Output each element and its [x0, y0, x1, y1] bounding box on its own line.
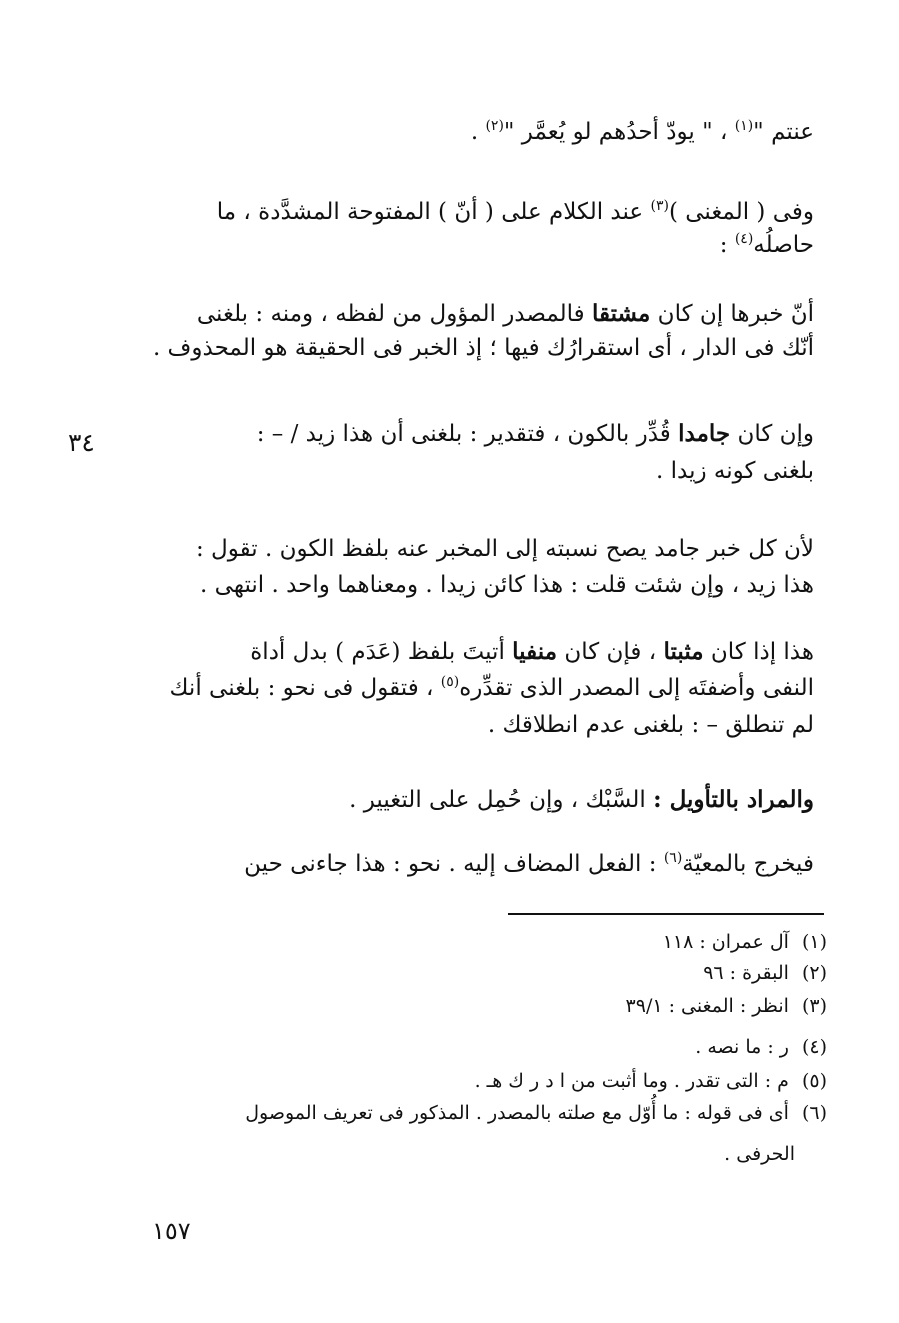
text-line-3 — [124, 229, 814, 261]
text-run: أنّك فى الدار ، أى استقرارُك فيها ؛ إذ الخبر فى الحقيقة هو المحذوف . — [152, 335, 814, 361]
footnote-5 — [117, 1067, 827, 1095]
text-run: حاصلُه — [753, 232, 814, 258]
footnote-number: (٤) — [801, 1036, 827, 1058]
text-run: فيخرج بالمعيّة — [682, 851, 814, 877]
text-run: وفى ( المغنى ) — [668, 199, 814, 225]
text-run: أنّ خبرها إن كان — [657, 301, 814, 327]
footnote-text: انظر : المغنى : ٣٩/١ — [625, 995, 789, 1017]
text-run: فالمصدر المؤول من لفظه ، ومنه : بلغنى — [196, 301, 585, 327]
text-line-10 — [124, 636, 814, 668]
footnote-number: (١) — [801, 931, 827, 953]
text-run: . — [470, 119, 479, 145]
text-run: ، فإن كان — [564, 639, 657, 665]
bold-term: جامدا — [678, 420, 731, 447]
quote-mark: " — [753, 119, 764, 145]
text-line-12 — [124, 709, 814, 741]
text-line-4 — [124, 298, 814, 330]
text-line-8 — [124, 533, 814, 565]
text-run: لأن كل خبر جامد يصح نسبته إلى المخبر عنه بلفظ الكون . تقول : — [196, 536, 814, 562]
text-run: السَّبْك ، وإن حُمِل على التغيير . — [349, 787, 646, 813]
text-line-13 — [124, 784, 814, 816]
text-run: هذا إذا كان — [710, 639, 814, 665]
text-run: : الفعل المضاف إليه . نحو : هذا جاءنى حين — [244, 851, 657, 877]
text-run: بلغنى كونه زيدا . — [655, 458, 814, 484]
footnote-number: (٢) — [801, 962, 827, 984]
text-line-9 — [124, 569, 814, 601]
footnote-text: أى فى قوله : ما أُوّل مع صلته بالمصدر . المذكور فى تعريف الموصول — [245, 1102, 789, 1124]
text-run: ، فتقول فى نحو : بلغنى أنك — [169, 675, 434, 701]
text-line-6 — [124, 418, 814, 450]
text-run: قُدِّر بالكون ، فتقدير : بلغنى أن هذا زيد / – : — [256, 421, 671, 447]
footnote-text: م : التى تقدر . وما أثبت من ا د ر ك هـ . — [474, 1070, 789, 1092]
footnote-6 — [117, 1099, 827, 1127]
footnote-number: (٣) — [801, 995, 827, 1017]
text-run: أتيتَ بلفظ (عَدَم ) بدل أداة — [250, 639, 505, 665]
bold-term: مثبتا — [663, 638, 704, 665]
footnote-ref-2: (٢) — [485, 118, 504, 134]
footnote-ref-5: (٥) — [440, 674, 460, 690]
margin-page-reference: ٣٤ — [68, 428, 95, 457]
footnote-text: ر : ما نصه . — [695, 1036, 789, 1058]
bold-term: منفيا — [512, 638, 558, 665]
bold-term: والمراد بالتأويل : — [653, 786, 814, 813]
footnote-number: (٦) — [801, 1102, 827, 1124]
footnote-text: البقرة : ٩٦ — [703, 962, 789, 984]
text-run: النفى وأضفتَه إلى المصدر الذى تقدِّره — [459, 675, 814, 701]
footnote-number: (٥) — [801, 1070, 827, 1092]
text-line-1 — [124, 116, 814, 148]
text-run: عنتم — [771, 119, 814, 145]
footnote-3 — [117, 992, 827, 1020]
footnote-4 — [117, 1033, 827, 1061]
footnote-ref-4: (٤) — [734, 231, 754, 247]
text-run: عند الكلام على ( أنّ ) المفتوحة المشدَّدة ، ما — [216, 199, 644, 225]
text-run: : — [719, 232, 728, 258]
footnote-ref-1: (١) — [734, 118, 754, 134]
text-line-14 — [124, 848, 814, 880]
footnote-ref-6: (٦) — [663, 850, 683, 866]
text-run: ، " يودّ أحدُهم لو يُعمَّر " — [503, 119, 728, 145]
text-line-11 — [124, 672, 814, 704]
footnote-1 — [117, 928, 827, 956]
text-line-2 — [124, 196, 814, 228]
text-line-5 — [124, 332, 814, 364]
footnote-text: آل عمران : ١١٨ — [662, 931, 789, 953]
bold-term: مشتقا — [591, 300, 651, 327]
page-number: ١٥٧ — [152, 1217, 191, 1245]
footnote-ref-3: (٣) — [650, 198, 669, 214]
footnote-separator — [508, 913, 824, 915]
text-line-7 — [124, 455, 814, 487]
footnote-2 — [117, 959, 827, 987]
footnote-6-continuation: الحرفى . — [724, 1143, 795, 1165]
text-run: وإن كان — [737, 421, 814, 447]
text-run: هذا زيد ، وإن شئت قلت : هذا كائن زيدا . ومعناهما واحد . انتهى . — [200, 572, 814, 598]
text-run: لم تنطلق – : بلغنى عدم انطلاقك . — [487, 712, 814, 738]
